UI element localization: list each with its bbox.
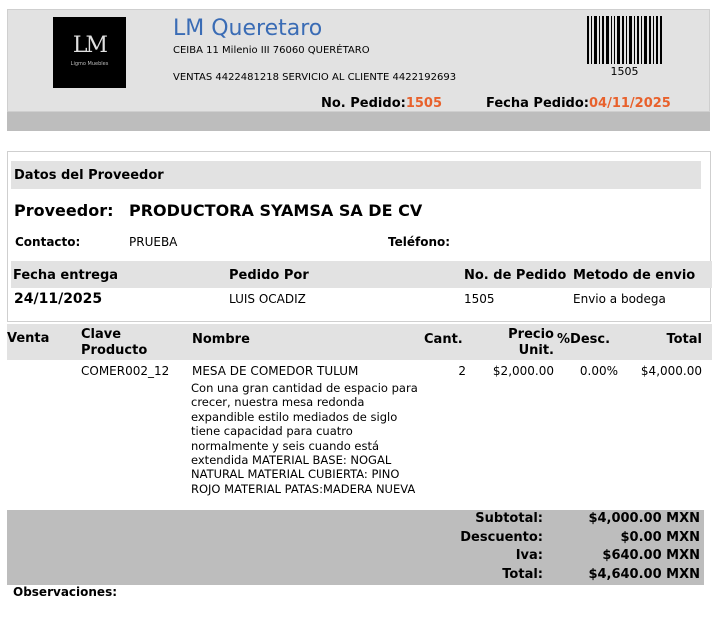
order-date-field	[486, 92, 671, 111]
order-date-value: 04/11/2025	[588, 96, 671, 111]
delivery-date-label: Fecha entrega	[13, 268, 119, 283]
order-date-label: Fecha Pedido:	[486, 96, 589, 111]
delivery-date-value: 24/11/2025	[14, 291, 103, 307]
order-number-value: 1505	[405, 96, 443, 111]
order-number-label: No. Pedido:	[321, 96, 406, 111]
col-header-clave	[81, 327, 147, 359]
ordered-by-label: Pedido Por	[229, 268, 309, 283]
company-name: LM Queretaro	[173, 16, 323, 41]
col-header-total: Total	[666, 332, 702, 347]
order-no-label: No. de Pedido	[464, 268, 567, 283]
supplier-section-title: Datos del Proveedor	[14, 168, 164, 183]
row-clave: COMER002_12	[81, 364, 170, 378]
company-logo	[53, 17, 126, 88]
col-header-clave-line1: Clave	[81, 327, 122, 342]
col-header-cant: Cant.	[424, 332, 463, 347]
contact-value: PRUEBA	[129, 235, 178, 249]
col-header-venta: Venta	[7, 331, 50, 346]
col-header-precio	[480, 327, 554, 359]
provider-label: Proveedor:	[14, 201, 114, 220]
col-header-precio-line2: Unit.	[518, 343, 554, 358]
company-address: CEIBA 11 Milenio III 76060 QUERÉTARO	[173, 45, 370, 56]
contact-label: Contacto:	[15, 235, 81, 249]
discount-label: Descuento:	[460, 530, 543, 545]
provider-name: PRODUCTORA SYAMSA SA DE CV	[129, 201, 423, 220]
logo-mark: LM	[72, 33, 107, 58]
ordered-by-value: LUIS OCADIZ	[229, 292, 306, 306]
order-number-field	[321, 92, 442, 111]
header-divider-strip	[7, 112, 710, 131]
row-total: $4,000.00	[640, 364, 702, 378]
total-value: $4,640.00 MXN	[588, 567, 700, 582]
barcode-icon	[587, 16, 662, 64]
total-label: Total:	[502, 567, 543, 582]
iva-value: $640.00 MXN	[602, 548, 700, 563]
col-header-desc: %Desc.	[557, 332, 611, 347]
order-no-value: 1505	[464, 292, 495, 306]
row-precio: $2,000.00	[492, 364, 554, 378]
subtotal-value: $4,000.00 MXN	[588, 511, 700, 526]
company-phones: VENTAS 4422481218 SERVICIO AL CLIENTE 4422192693	[173, 72, 457, 83]
col-header-precio-line1: Precio	[508, 327, 554, 342]
row-descripcion: Con una gran cantidad de espacio para crecer, nuestra mesa redonda expandible estilo mediados de siglo tiene capacidad para cuatro normalmente y seis cuando está extendida MATERIAL BASE: NOGAL NATURAL MATERIAL CUBIERTA: PINO ROJO MATERIAL PATAS:MADERA NUEVA	[191, 381, 418, 496]
subtotal-label: Subtotal:	[475, 511, 543, 526]
barcode-number: 1505	[610, 65, 639, 78]
col-header-clave-line2: Producto	[81, 343, 148, 358]
shipping-value: Envio a bodega	[573, 292, 666, 306]
phone-label: Teléfono:	[388, 235, 451, 249]
shipping-label: Metodo de envio	[573, 268, 696, 283]
row-cant: 2	[458, 364, 466, 378]
iva-label: Iva:	[515, 548, 543, 563]
discount-value: $0.00 MXN	[620, 530, 700, 545]
observations-label: Observaciones:	[13, 585, 118, 599]
row-nombre: MESA DE COMEDOR TULUM	[192, 364, 359, 378]
row-desc: 0.00%	[579, 364, 618, 378]
col-header-nombre: Nombre	[192, 332, 250, 347]
logo-subtext: Ligmo Muebles	[70, 61, 109, 67]
